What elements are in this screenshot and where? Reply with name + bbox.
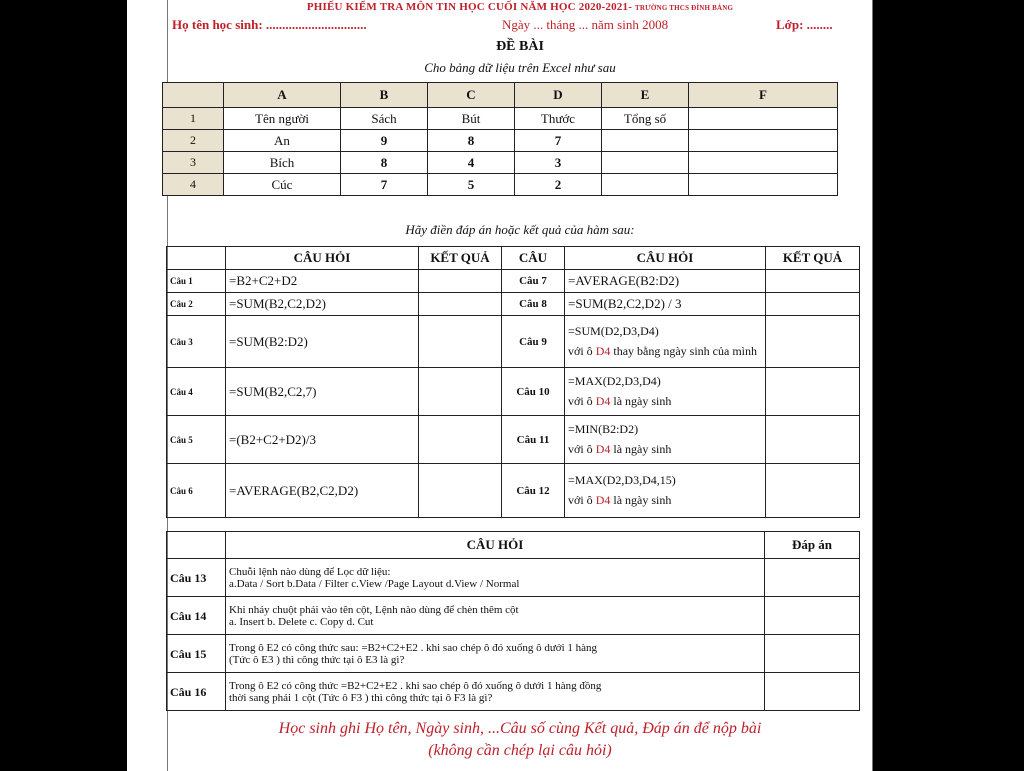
excel-cell: Bút	[428, 108, 515, 130]
question-options: (Tức ô E3 ) thì công thức tại ô E3 là gì?	[229, 653, 405, 666]
excel-cell: An	[224, 130, 341, 152]
student-info-line	[172, 17, 868, 33]
birth-date-label: Ngày ... tháng ... năm sinh 2008	[502, 17, 669, 32]
question-line: Chuỗi lệnh nào dùng để Lọc dữ liệu:	[229, 565, 391, 578]
note-prefix: với ô	[568, 344, 596, 358]
question-formula: =SUM(B2,C2,D2) / 3	[565, 293, 766, 316]
question-number: Câu 7	[502, 270, 565, 293]
answer-cell[interactable]	[765, 635, 860, 673]
question-line: Khi nháy chuột phải vào tên cột, Lệnh nào dùng để chèn thêm cột	[229, 603, 519, 616]
formula-text: =MAX(D2,D3,D4)	[568, 374, 661, 388]
answer-cell[interactable]	[765, 673, 860, 711]
note-cell-ref: D4	[595, 493, 611, 507]
question-number: Câu 9	[502, 316, 565, 368]
question-options: a. Insert b. Delete c. Copy d. Cut	[229, 615, 374, 628]
question-options: thời sang phải 1 cột (Tức ô F3 ) thì công thức tại ô F3 là gì?	[229, 691, 493, 704]
header-question: CÂU HỎI	[226, 247, 419, 270]
excel-cell: Sách	[341, 108, 428, 130]
excel-cell: 8	[428, 130, 515, 152]
header-result-2: KẾT QUẢ	[766, 247, 860, 270]
excel-cell	[689, 130, 838, 152]
footer-line-2: (không cần chép lại câu hỏi)	[428, 742, 612, 759]
excel-cell: 7	[341, 174, 428, 196]
note-prefix: với ô	[568, 493, 596, 507]
question-number: Câu 11	[502, 416, 565, 464]
question-number: Câu 4	[167, 368, 226, 416]
note-cell-ref: D4	[595, 442, 611, 456]
question-number: Câu 14	[167, 597, 226, 635]
question-formula	[565, 316, 766, 368]
answer-cell[interactable]	[766, 293, 860, 316]
question-formula: =SUM(B2,C2,7)	[226, 368, 419, 416]
question-formula: =AVERAGE(B2:D2)	[565, 270, 766, 293]
answer-cell[interactable]	[419, 293, 502, 316]
question-formula: =SUM(B2:D2)	[226, 316, 419, 368]
question-text	[226, 635, 765, 673]
note-prefix: với ô	[568, 442, 596, 456]
exam-title-school: TRƯỜNG THCS ĐÌNH BẢNG	[635, 4, 734, 12]
question-number: Câu 15	[167, 635, 226, 673]
note-cell-ref: D4	[595, 394, 611, 408]
exam-title-main: PHIẾU KIỂM TRA MÔN TIN HỌC CUỐI NĂM HỌC 2020-2021-	[306, 1, 633, 13]
excel-cell	[602, 152, 689, 174]
answer-cell[interactable]	[766, 368, 860, 416]
question-number: Câu 16	[167, 673, 226, 711]
excel-row	[163, 108, 838, 130]
header-answer: Đáp án	[765, 532, 860, 559]
formula-row	[167, 416, 860, 464]
question-formula: =(B2+C2+D2)/3	[226, 416, 419, 464]
question-formula: =SUM(B2,C2,D2)	[226, 293, 419, 316]
excel-cell	[602, 174, 689, 196]
question-number: Câu 12	[502, 464, 565, 518]
excel-cell: Cúc	[224, 174, 341, 196]
excel-col-header: F	[689, 83, 838, 108]
excel-cell	[602, 130, 689, 152]
formula-row	[167, 368, 860, 416]
excel-cell: Thước	[515, 108, 602, 130]
footer-line-1: Học sinh ghi Họ tên, Ngày sinh, ...Câu số cùng Kết quả, Đáp án để nộp bài	[278, 720, 762, 737]
answer-cell[interactable]	[765, 559, 860, 597]
formula-text: =MIN(B2:D2)	[568, 422, 639, 436]
excel-cell: 2	[515, 174, 602, 196]
header-question-2: CÂU HỎI	[565, 247, 766, 270]
question-number: Câu 6	[167, 464, 226, 518]
formula-table-header	[167, 247, 860, 270]
answer-cell[interactable]	[419, 368, 502, 416]
excel-row-number: 1	[163, 108, 224, 130]
question-formula: =B2+C2+D2	[226, 270, 419, 293]
theory-row	[167, 597, 860, 635]
question-formula	[565, 464, 766, 518]
excel-cell: 8	[341, 152, 428, 174]
header-result: KẾT QUẢ	[419, 247, 502, 270]
class-label: Lớp: ........	[776, 17, 833, 32]
answer-cell[interactable]	[766, 316, 860, 368]
excel-row	[163, 174, 838, 196]
excel-col-header: C	[428, 83, 515, 108]
formula-note	[568, 344, 762, 359]
note-cell-ref: D4	[595, 344, 611, 358]
excel-cell: Tên người	[224, 108, 341, 130]
excel-cell: Bích	[224, 152, 341, 174]
theory-table-header	[167, 532, 860, 559]
excel-row-number: 3	[163, 152, 224, 174]
question-text	[226, 597, 765, 635]
excel-cell: 7	[515, 130, 602, 152]
theory-row	[167, 559, 860, 597]
header-blank-cell	[167, 247, 226, 270]
excel-col-header: B	[341, 83, 428, 108]
theory-row	[167, 635, 860, 673]
excel-cell: 9	[341, 130, 428, 152]
question-number: Câu 5	[167, 416, 226, 464]
note-suffix: là ngày sinh	[610, 493, 672, 507]
header-blank-cell	[167, 532, 226, 559]
answer-cell[interactable]	[419, 270, 502, 293]
student-name-label: Họ tên học sinh: ...............................	[172, 17, 367, 32]
question-formula	[565, 368, 766, 416]
question-text	[226, 559, 765, 597]
theory-row	[167, 673, 860, 711]
formula-text: =SUM(D2,D3,D4)	[568, 324, 659, 338]
exam-title	[168, 1, 872, 13]
formula-text: =MAX(D2,D3,D4,15)	[568, 473, 676, 487]
question-options: a.Data / Sort b.Data / Filter c.View /Page Layout d.View / Normal	[229, 577, 520, 590]
question-number: Câu 3	[167, 316, 226, 368]
note-suffix: là ngày sinh	[610, 394, 672, 408]
excel-cell: 4	[428, 152, 515, 174]
theory-question-table	[166, 531, 860, 711]
section-heading: ĐỀ BÀI	[496, 39, 544, 54]
note-prefix: với ô	[568, 394, 596, 408]
excel-cell: 5	[428, 174, 515, 196]
formula-note	[568, 394, 762, 409]
note-suffix: là ngày sinh	[610, 442, 672, 456]
question-formula	[565, 416, 766, 464]
answer-cell[interactable]	[766, 270, 860, 293]
question-number: Câu 2	[167, 293, 226, 316]
note-suffix: thay bằng ngày sinh của mình	[610, 344, 757, 358]
answer-cell[interactable]	[766, 464, 860, 518]
excel-row	[163, 130, 838, 152]
formula-row	[167, 316, 860, 368]
excel-row-number: 4	[163, 174, 224, 196]
excel-corner-cell	[163, 83, 224, 108]
intro-text: Cho bảng dữ liệu trên Excel như sau	[424, 60, 616, 75]
excel-column-header-row	[163, 83, 838, 108]
excel-row-number: 2	[163, 130, 224, 152]
question-number: Câu 8	[502, 293, 565, 316]
excel-cell	[689, 152, 838, 174]
answer-cell[interactable]	[419, 416, 502, 464]
answer-cell[interactable]	[766, 416, 860, 464]
question-line: Trong ô E2 có công thức sau: =B2+C2+E2 . khi sao chép ô đó xuống ô dưới 1 hàng	[229, 641, 598, 654]
answer-cell[interactable]	[419, 316, 502, 368]
excel-cell: Tổng số	[602, 108, 689, 130]
excel-col-header: E	[602, 83, 689, 108]
footer-instructions	[168, 718, 872, 762]
answer-cell[interactable]	[419, 464, 502, 518]
excel-cell: 3	[515, 152, 602, 174]
excel-cell	[689, 174, 838, 196]
formula-row	[167, 293, 860, 316]
excel-col-header: A	[224, 83, 341, 108]
worksheet-page	[167, 0, 873, 771]
fill-prompt: Hãy điền đáp án hoặc kết quả của hàm sau:	[405, 222, 635, 237]
question-line: Trong ô E2 có công thức =B2+C2+E2 . khi sao chép ô đó xuống ô dưới 1 hàng đồng	[229, 679, 602, 692]
excel-data-table	[162, 82, 838, 196]
formula-row	[167, 464, 860, 518]
header-question: CÂU HỎI	[226, 532, 765, 559]
formula-note	[568, 442, 762, 457]
header-cau: CÂU	[502, 247, 565, 270]
excel-col-header: D	[515, 83, 602, 108]
formula-row	[167, 270, 860, 293]
question-text	[226, 673, 765, 711]
excel-row	[163, 152, 838, 174]
question-number: Câu 10	[502, 368, 565, 416]
question-number: Câu 1	[167, 270, 226, 293]
formula-question-table	[166, 246, 860, 518]
formula-note	[568, 493, 762, 508]
excel-cell	[689, 108, 838, 130]
answer-cell[interactable]	[765, 597, 860, 635]
question-number: Câu 13	[167, 559, 226, 597]
question-formula: =AVERAGE(B2,C2,D2)	[226, 464, 419, 518]
